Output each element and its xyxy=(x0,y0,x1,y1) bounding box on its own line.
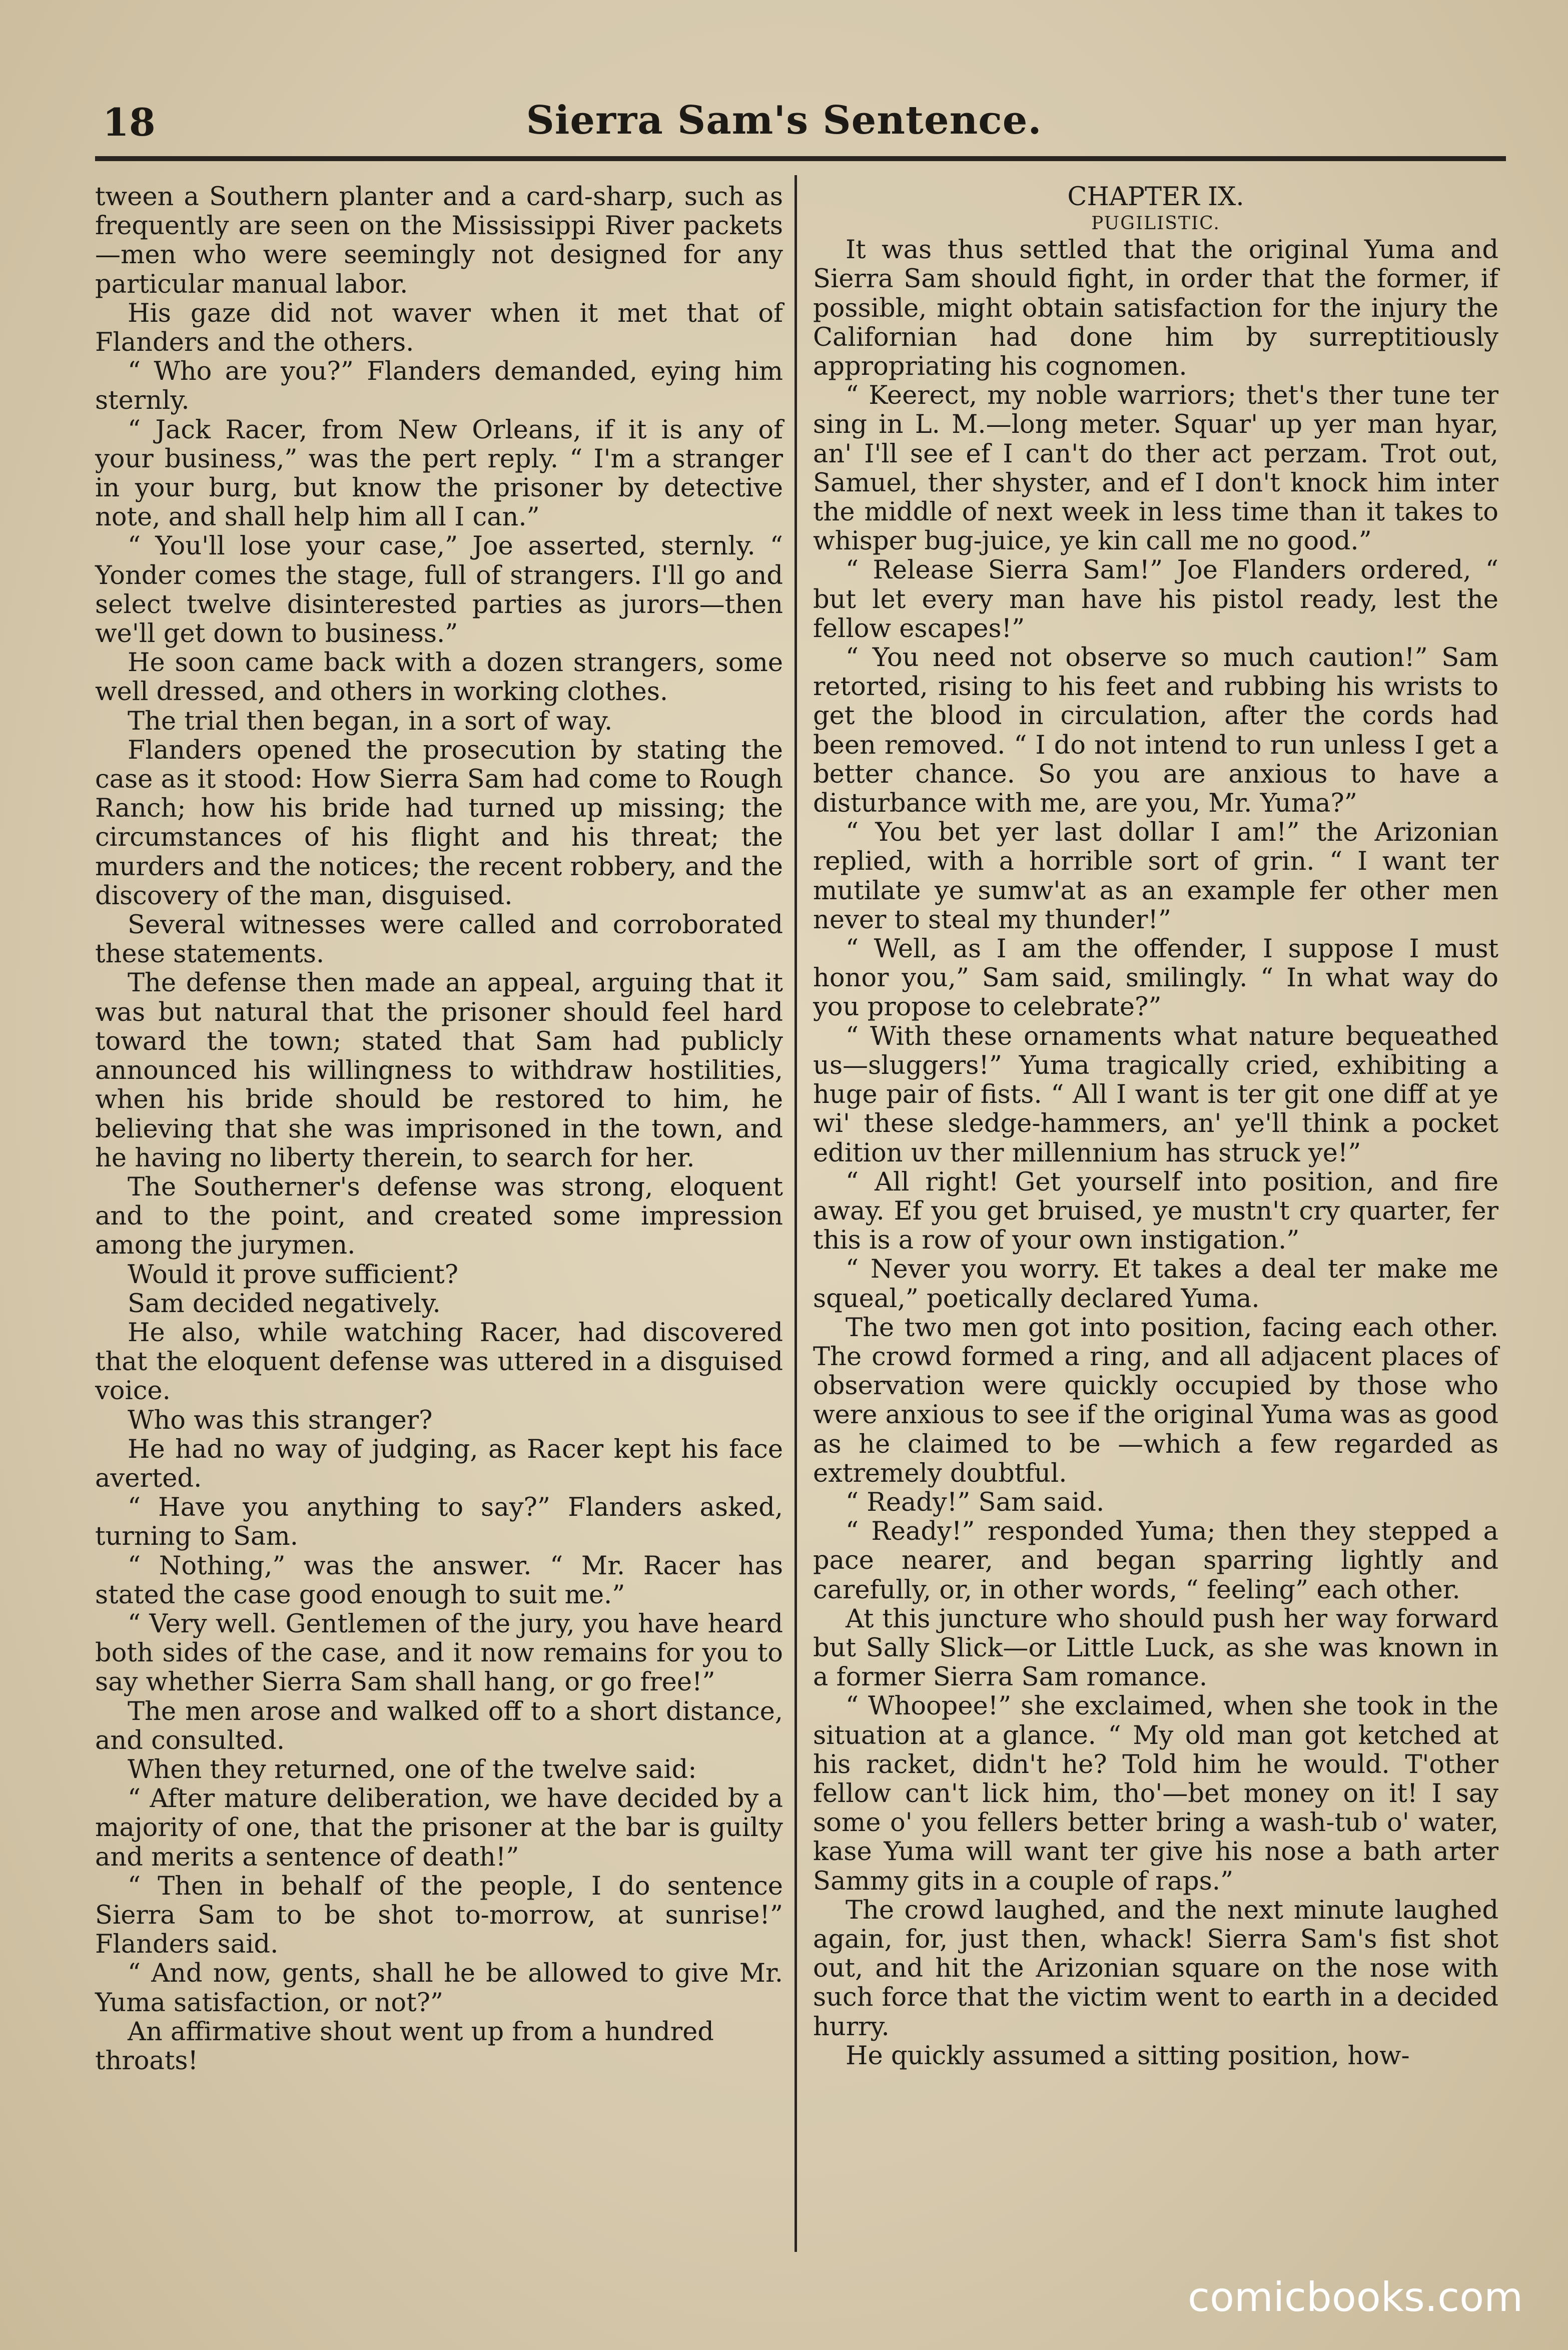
paragraph: “ Have you anything to say?” Flanders asked, turning to Sam. xyxy=(95,1493,783,1552)
watermark: comicbooks.com xyxy=(1187,2274,1523,2320)
paragraph: “ Very well. Gentlemen of the jury, you have heard both sides of the case, and it now remains for you to say whether Sierra Sam shall hang, or go free!” xyxy=(95,1609,783,1697)
paragraph: The trial then began, in a sort of way. xyxy=(128,706,613,736)
paragraph: “ With these ornaments what nature bequeathed us—sluggers!” Yuma tragically cried, exhibiting a huge pair of fists. “ All I want is ter git one diff at ye wi' these sledge-hammers, an' ye'll think a pocket edition uv ther millennium has struck ye!” xyxy=(813,1021,1498,1168)
chapter-title: CHAPTER IX. xyxy=(1067,182,1244,212)
paragraph: He had no way of judging, as Racer kept his face averted. xyxy=(95,1434,783,1493)
left-column xyxy=(95,183,783,2076)
paragraph: When they returned, one of the twelve said: xyxy=(128,1754,697,1785)
paragraph: His gaze did not waver when it met that of Flanders and the others. xyxy=(95,298,783,358)
paragraph: “ You bet yer last dollar I am!” the Arizonian replied, with a horrible sort of grin. “ I want ter mutilate ye sumw'at as an example fer other men never to steal my thunder!” xyxy=(813,818,1498,935)
paragraph: The men arose and walked off to a short distance, and consulted. xyxy=(95,1696,783,1755)
paragraph: Flanders opened the prosecution by stating the case as it stood: How Sierra Sam had come to Rough Ranch; how his bride had turned up missing; the circumstances of his flight and his threat; the murders and the notices; the recent robbery, and the discovery of the man, disguised. xyxy=(95,735,783,911)
paragraph: The Southerner's defense was strong, eloquent and to the point, and created some impression among the jurymen. xyxy=(95,1172,783,1261)
paragraph: Sam decided negatively. xyxy=(128,1289,441,1319)
paragraph: Several witnesses were called and corroborated these statements. xyxy=(95,910,783,969)
page-number: 18 xyxy=(103,100,156,145)
paragraph: “ Who are you?” Flanders demanded, eying him sternly. xyxy=(95,357,783,416)
column-divider xyxy=(795,175,797,2252)
paragraph: “ Never you worry. Et takes a deal ter make me squeal,” poetically declared Yuma. xyxy=(813,1255,1498,1314)
paragraph: “ Jack Racer, from New Orleans, if it is any of your business,” was the pert reply. “ I'm a stranger in your burg, but know the prisoner by detective note, and shall help him all I can.” xyxy=(95,415,783,532)
paragraph: “ You need not observe so much caution!” Sam retorted, rising to his feet and rubbing his wrists to get the blood in circulation, after the cords had been removed. “ I do not intend to run unless I get a better chance. So you are anxious to have a disturbance with me, are you, Mr. Yuma?” xyxy=(813,643,1498,819)
running-title: Sierra Sam's Sentence. xyxy=(526,98,1042,143)
paragraph: He quickly assumed a sitting position, how- xyxy=(846,2041,1410,2071)
paragraph: Who was this stranger? xyxy=(128,1405,433,1435)
paragraph: The two men got into position, facing each other. The crowd formed a ring, and all adjacent places of observation were quickly occupied by those who were anxious to see if the original Yuma was as good as he claimed to be —which a few regarded as extremely doubtful. xyxy=(813,1313,1498,1488)
paragraph: “ Keerect, my noble warriors; thet's ther tune ter sing in L. M.—long meter. Squar' up yer man hyar, an' I'll see ef I can't do ther act perzam. Trot out, Samuel, ther shyster, and ef I don't knock him inter the middle of next week in less time than it takes to whisper bug-juice, ye kin call me no good.” xyxy=(813,381,1498,556)
paragraph: It was thus settled that the original Yuma and Sierra Sam should fight, in order that the former, if possible, might obtain satisfaction for the injury the Californian had done him by surreptitiously appropriating his cognomen. xyxy=(813,235,1498,382)
paragraph: “ After mature deliberation, we have decided by a majority of one, that the prisoner at the bar is guilty and merits a sentence of death!” xyxy=(95,1784,783,1872)
right-column xyxy=(813,183,1498,2071)
paragraph: At this juncture who should push her way forward but Sally Slick—or Little Luck, as she was known in a former Sierra Sam romance. xyxy=(813,1604,1498,1692)
paragraph: He soon came back with a dozen strangers, some well dressed, and others in working clothes. xyxy=(95,648,783,707)
paragraph: “ Release Sierra Sam!” Joe Flanders ordered, “ but let every man have his pistol ready, lest the fellow escapes!” xyxy=(813,555,1498,644)
paragraph: “ Then in behalf of the people, I do sentence Sierra Sam to be shot to-morrow, at sunrise!” Flanders said. xyxy=(95,1871,783,1960)
paragraph: He also, while watching Racer, had discovered that the eloquent defense was uttered in a disguised voice. xyxy=(95,1318,783,1406)
paragraph: “ You'll lose your case,” Joe asserted, sternly. “ Yonder comes the stage, full of strangers. I'll go and select twelve disinterested parties as jurors—then we'll get down to business.” xyxy=(95,531,783,649)
header-rule xyxy=(95,156,1506,161)
paragraph: “ Nothing,” was the answer. “ Mr. Racer has stated the case good enough to suit me.” xyxy=(95,1551,783,1610)
chapter-subtitle: PUGILISTIC. xyxy=(1091,213,1220,234)
paragraph: “ Ready!” responded Yuma; then they stepped a pace nearer, and began sparring lightly and carefully, or, in other words, “ feeling” each other. xyxy=(813,1517,1498,1605)
paragraph: “ And now, gents, shall he be allowed to give Mr. Yuma satisfaction, or not?” xyxy=(95,1959,783,2018)
paragraph: “ Well, as I am the offender, I suppose I must honor you,” Sam said, smilingly. “ In what way do you propose to celebrate?” xyxy=(813,934,1498,1022)
paragraph: “ Ready!” Sam said. xyxy=(846,1487,1105,1517)
paragraph: An affirmative shout went up from a hundred throats! xyxy=(95,2017,714,2076)
paragraph: “ All right! Get yourself into position, and fire away. Ef you get bruised, ye mustn't cry quarter, fer this is a row of your own instigation.” xyxy=(813,1167,1498,1256)
paragraph: Would it prove sufficient? xyxy=(128,1260,458,1290)
paragraph: The defense then made an appeal, arguing that it was but natural that the prisoner should feel hard toward the town; stated that Sam had publicly announced his willingness to withdraw hostilities, when his bride should be restored to him, he believing that she was imprisoned in the town, and he having no liberty therein, to search for her. xyxy=(95,968,783,1173)
paragraph: tween a Southern planter and a card-sharp, such as frequently are seen on the Mississippi River packets—men who were seemingly not designed for any particular manual labor. xyxy=(95,182,783,299)
paragraph: The crowd laughed, and the next minute laughed again, for, just then, whack! Sierra Sam's fist shot out, and hit the Arizonian square on the nose with such force that the victim went to earth in a decided hurry. xyxy=(813,1895,1498,2042)
paragraph: “ Whoopee!” she exclaimed, when she took in the situation at a glance. “ My old man got ketched at his racket, didn't he? Told him he would. T'other fellow can't lick him, tho'—bet money on it! I say some o' you fellers better bring a wash-tub o' water, kase Yuma will want ter give his nose a bath arter Sammy gits in a couple of raps.” xyxy=(813,1691,1498,1896)
